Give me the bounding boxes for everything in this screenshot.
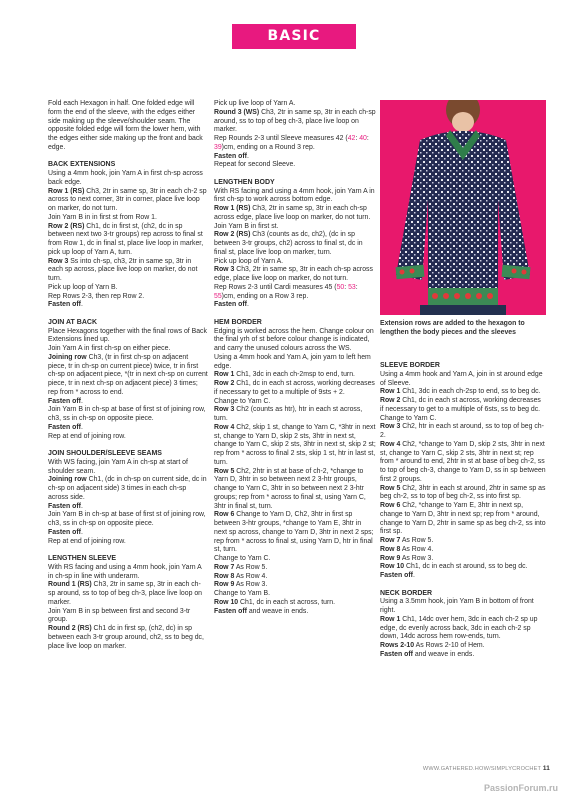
instruction-line [380, 616, 546, 642]
row-text: Ch1, 3dc in each ch-2msp to end, turn. [234, 371, 355, 379]
page-footer [390, 765, 550, 772]
section-heading: JOIN SHOULDER/SLEEVE SEAMS [48, 450, 162, 457]
row-label: Joining row [48, 476, 87, 484]
size-value: 53 [348, 283, 356, 291]
instruction-line: Join Yarn B in ch-sp at base of first st of joining row, ch3, ss in ch-sp on opposite piece. [48, 406, 206, 422]
instruction-line [214, 380, 376, 398]
instruction-line: Rep Rows 2-3, then rep Row 2. [48, 292, 145, 300]
instruction-line: Rep at end of joining row. [48, 537, 126, 545]
row-text: Ch1 dc in first sp, (ch2, dc) in sp between each 3-tr group around, ch2, ss to beg dc, place live loop on marker. [48, 625, 204, 650]
section [380, 362, 546, 581]
instruction-line [48, 258, 208, 284]
row-label: Fasten off [48, 528, 81, 536]
row-label: Row 8 [214, 572, 235, 580]
section [48, 161, 208, 310]
instruction-line [214, 599, 376, 608]
instruction-line: Change to Yarn C. [214, 555, 271, 562]
section-heading: LENGTHEN SLEEVE [48, 555, 117, 562]
row-label: Row 1 (RS) [214, 205, 251, 212]
row-text: . [412, 572, 415, 579]
instruction-line: Using a 3.5mm hook, join Yarn B in bottom of front right. [380, 598, 534, 614]
section-heading: BACK EXTENSIONS [48, 161, 116, 169]
row-label: Row 8 [380, 545, 401, 553]
row-label: Round 2 (RS) [48, 625, 92, 632]
footer-url: WWW.GATHERED.HOW/SIMPLYCROCHET [422, 766, 542, 772]
row-label: Row 2 (RS) [214, 231, 251, 239]
instruction-line [48, 354, 208, 398]
instruction-line: Pick up live loop of Yarn A. [214, 100, 296, 107]
section [214, 179, 376, 310]
row-text: . [246, 301, 249, 309]
row-label: Row 2 [214, 380, 235, 387]
instruction-line: Join Yarn B in ch-sp at base of first st of joining row, ch3, ss in ch-sp on opposite piece. [48, 511, 206, 527]
row-text: Ch3, 2tr in same sp, 3tr in each ch-sp across edge, place live loop on marker, do not turn. [214, 266, 373, 282]
section-heading: SLEEVE BORDER [380, 362, 440, 369]
row-label: Row 3 [214, 406, 235, 414]
row-label: Rows 2-10 [380, 642, 415, 649]
row-label: Fasten off [48, 423, 81, 431]
instruction-line [380, 388, 546, 397]
row-label: Row 3 [214, 266, 235, 274]
instruction-line [214, 511, 376, 555]
row-label: Row 5 [214, 467, 235, 475]
size-sep: : [355, 283, 358, 291]
instruction-line: Change to Yarn B. [214, 590, 271, 597]
instruction-line: Using a 4mm hook and Yarn A, join in st around edge of Sleeve. [380, 370, 543, 387]
row-text: Ch2 (counts as htr), htr in each st across, turn. [214, 406, 363, 422]
row-text: Ch1, dc in each st across, working decreases if necessary to get to a multiple of 6sts, ss to beg dc. [380, 397, 541, 413]
row-text: Rep Rows 2-3 until Cardi measures 45 ( [214, 283, 337, 291]
row-text: Ch1, dc in each st across, turn. [238, 598, 336, 606]
row-label: Row 1 [380, 615, 401, 623]
instruction-line [380, 555, 546, 564]
instruction-line [214, 608, 376, 617]
row-label: Row 4 [214, 423, 235, 431]
instruction-line [380, 485, 546, 503]
instruction-line [380, 423, 546, 441]
row-text: Ch2, *change to Yarn D, skip 2 sts, 3htr in next st, change to Yarn C, skip 2 sts, 3htr in next st; rep from * around to end, 2htr in st at base of beg ch-2, ss to top of beg ch-3, change to Yarn D, ss in sp between first 2 groups. [380, 440, 546, 483]
row-text: Ch1, dc in first st, (ch2, dc in sp between next two 3-tr groups) rep across to final st from Row 1, dc in final st, place live loop in marker, pick up loop of Yarn A, turn. [48, 222, 204, 256]
instruction-line [380, 502, 546, 537]
instruction-line [48, 625, 208, 651]
instruction-line [214, 266, 376, 284]
row-text: Ch1, 14dc over hem, 3dc in each ch-2 sp up edge, dc evenly across back, 3dc in each ch-2 sp down, 14dc across hem row-ends, turn. [380, 615, 538, 641]
instruction-line [214, 135, 376, 153]
row-label: Row 2 [380, 397, 401, 404]
row-text: Ch3, 2tr in same sp, 3tr in each ch-sp across edge, place live loop on marker, do not turn. [214, 205, 371, 221]
row-text: Ch1, 3dc in each ch-2sp to end, ss to beg dc. [400, 388, 541, 396]
row-text: Ch2, 3htr in each st around, 2htr in same sp as beg ch-2, ss to top of beg ch-2, ss into first sp. [380, 484, 546, 501]
column-left [48, 100, 208, 651]
section [214, 319, 376, 617]
row-text: )cm, ending on a Round 3 rep. [221, 143, 315, 151]
instruction-line: Edging is worked across the hem. Change colour on the final yrh of st before colour change is indicated, and carry the unused colours across the WS. [214, 327, 374, 352]
row-text: and weave in ends. [246, 607, 309, 615]
row-text: and weave in ends. [412, 650, 475, 658]
row-label: Row 9 [214, 581, 235, 589]
row-label: Row 10 [214, 598, 239, 606]
instruction-line [214, 406, 376, 424]
instruction-line: Pick up loop of Yarn B. [48, 283, 118, 291]
row-text: As Row 4. [400, 545, 434, 553]
row-label: Row 7 [380, 537, 401, 544]
row-text: Ss into ch-sp, ch3, 2tr in same sp, 3tr in each sp across, place live loop on marker, do not turn. [48, 257, 198, 282]
photo-caption: Extension rows are added to the hexagon to lengthen the body pieces and the sleeves [380, 320, 525, 336]
instruction-line [48, 223, 208, 258]
instruction-line [214, 424, 376, 468]
instruction-line: Change to Yarn C. [214, 397, 271, 405]
intro-paragraph: Fold each Hexagon in half. One folded edge will form the end of the sleeve, with the edges either side making up the sleeve/shoulder seam. The opposite folded edge will form the lower hem, with the edges either side making up the front and back edge. [48, 100, 203, 151]
instruction-line [214, 564, 376, 573]
row-label: Fasten off [380, 650, 413, 658]
row-label: Fasten off [214, 152, 247, 160]
instruction-line: Pick up loop of Yarn A. [214, 257, 284, 265]
instruction-line [48, 529, 208, 538]
instruction-line [214, 468, 376, 512]
row-text: As Row 5. [400, 537, 434, 544]
row-label: Row 3 [380, 423, 401, 431]
row-text: As Row 5. [234, 563, 268, 571]
row-text: Ch3, 2tr in same sp, 3tr in each ch-sp around, ss to top of beg ch-3, place live loop on marker. [48, 581, 202, 606]
instruction-line [380, 651, 546, 660]
row-text: As Row 4. [234, 572, 268, 580]
row-text: . [80, 502, 83, 510]
row-label: Fasten off [48, 502, 81, 510]
size-value: 50 [336, 283, 345, 291]
size-value: 42 [347, 135, 356, 142]
instruction-line: With RS facing and using a 4mm hook, join Yarn A in ch-sp in line with underarm. [48, 563, 202, 580]
instruction-line [380, 642, 546, 651]
instruction-line [48, 188, 208, 214]
row-label: Joining row [48, 353, 87, 361]
row-label: Round 1 (RS) [48, 581, 92, 589]
instruction-line [214, 231, 376, 257]
section-heading: JOIN AT BACK [48, 318, 97, 326]
row-text: As Row 3. [234, 581, 268, 589]
instruction-line: Using a 4mm hook, join Yarn A in first ch-sp across back edge. [48, 170, 203, 186]
row-text: Ch2, 2htr in st at base of ch-2, *change to Yarn D, 3htr in so between next 2 3-htr groups, change to Yarn C, 3htr in so between next 2 3-htr groups; rep from * across to final st, using Yarn C, 3htr in final st, turn. [214, 467, 366, 510]
row-text: Rep Rounds 2-3 until Sleeve measures 42 ( [214, 135, 348, 142]
instruction-line: Join Yarn B in first st. [214, 222, 279, 230]
row-text: Ch1, (dc in ch-sp on current side, dc in ch-sp on adjacent side) 3 times in each ch-sp across side. [48, 476, 207, 501]
row-text: Ch2, *change to Yarn E, 3htr in next sp, change to Yarn D, 3htr in next sp; rep from * around, change to Yarn D, 2htr in same sp as beg ch-2, ss into first sp. [380, 502, 546, 536]
section [48, 319, 208, 442]
instruction-line: With RS facing and using a 4mm hook, join Yarn A in first ch-sp to work across bottom edge. [214, 187, 375, 204]
watermark: PassionForum.ru [483, 783, 558, 793]
row-text: As Row 3. [400, 554, 434, 562]
section [48, 555, 208, 651]
row-text: . [246, 152, 249, 160]
row-label: Fasten off [48, 397, 81, 405]
row-text: Ch3, 2tr in same sp, 3tr in each ch-2 sp across to next corner, 3tr in corner, place live loop on marker, do not turn. [48, 187, 207, 212]
instruction-line [214, 371, 376, 380]
size-value: 39 [214, 143, 222, 151]
instruction-line [214, 205, 376, 223]
instruction-line: Join Yarn B in sp between first and second 3-tr group. [48, 607, 191, 624]
instruction-line [214, 581, 376, 590]
instruction-line [380, 397, 546, 415]
cardigan-illustration [380, 100, 546, 315]
row-text: )cm, ending on a Row 3 rep. [221, 292, 309, 300]
section-heading: HEM BORDER [214, 318, 262, 326]
size-sep: : [366, 135, 369, 142]
size-value: 55 [214, 292, 222, 300]
row-label: Row 1 [380, 388, 401, 396]
row-label: Row 5 [380, 484, 401, 492]
instruction-line: Place Hexagons together with the final rows of Back Extensions lined up. [48, 327, 207, 344]
row-label: Row 6 [380, 502, 401, 509]
instruction-line [48, 503, 208, 512]
row-text: . [80, 397, 83, 405]
size-sep: : [344, 283, 349, 291]
instruction-line: Repeat for second Sleeve. [214, 161, 296, 169]
section [380, 590, 546, 660]
size-value: 40 [359, 135, 367, 142]
row-text: Ch1, dc in each st around, ss to beg dc. [404, 563, 528, 571]
row-label: Row 6 [214, 511, 235, 519]
instruction-line [48, 398, 208, 407]
row-text: . [80, 301, 83, 309]
row-text: . [80, 423, 83, 431]
instruction-line [380, 572, 546, 581]
row-label: Row 2 (RS) [48, 222, 85, 230]
section [48, 450, 208, 546]
row-text: Ch3, 2tr in same sp, 3tr in each ch-sp around, ss to top of beg ch-3, place live loop on marker. [214, 108, 376, 134]
instruction-line: With WS facing, join Yarn A in ch-sp at start of shoulder seam. [48, 458, 188, 475]
instruction-line: Join Yarn B in in first st from Row 1. [48, 213, 157, 221]
section [214, 100, 376, 170]
row-text: . [80, 528, 83, 536]
row-label: Row 7 [214, 563, 235, 571]
row-text: Ch3 (counts as dc, ch2), (dc in sp between 3-tr groups, ch2) across to final st, dc in final st, place live loop on marker, turn. [214, 231, 363, 256]
row-text: Ch1, dc in each st across, working decreases if necessary to get to a multiple of 9sts + 2. [214, 380, 375, 396]
instruction-line [48, 301, 208, 310]
size-sep: : [355, 135, 360, 142]
row-label: Fasten off [48, 301, 81, 309]
instruction-line: Change to Yarn C. [380, 414, 437, 422]
instruction-line: Using a 4mm hook and Yarn A, join yarn to left hem edge. [214, 353, 371, 370]
instruction-line [214, 301, 376, 310]
instruction-line [380, 546, 546, 555]
row-text: Change to Yarn D, Ch2, 3htr in first sp between 3-htr groups, *change to Yarn E, 3htr in next sp across, change to Yarn D, 3htr in next 2 sps; rep from * across to final st, using Yarn D, htr in final st, turn. [214, 511, 374, 554]
row-label: Row 9 [380, 554, 401, 562]
instruction-line [214, 109, 376, 135]
row-label: Fasten off [380, 572, 413, 579]
instruction-line: Rep at end of joining row. [48, 432, 126, 440]
instruction-line [380, 441, 546, 485]
row-label: Row 1 (RS) [48, 187, 85, 195]
row-label: Row 10 [380, 563, 405, 571]
instruction-line [214, 153, 376, 162]
row-label: Row 4 [380, 440, 401, 448]
row-label: Fasten off [214, 301, 247, 309]
row-label: Fasten off [214, 607, 247, 615]
section-heading: LENGTHEN BODY [214, 178, 275, 186]
page-number: 11 [542, 765, 550, 772]
column-middle [214, 100, 376, 616]
column-right [380, 362, 546, 660]
row-text: Ch3, (tr in first ch-sp on adjacent piece, tr in ch-sp on current piece) twice, tr in first ch-sp on adjacent piece, *(tr in next ch-sp on current piece, tr in next ch-sp on adjacent piece) 3 times; rep from * across to end. [48, 353, 208, 396]
instruction-line [214, 284, 376, 302]
instruction-line: Join Yarn A in first ch-sp on either piece. [48, 345, 171, 352]
cardigan-photo [380, 100, 546, 315]
row-label: Row 1 [214, 371, 235, 379]
row-text: As Rows 2-10 of Hem. [414, 642, 485, 649]
row-text: Ch2, skip 1 st, change to Yarn C, *3htr in next st, change to Yarn D, skip 2 sts, 3htr in next st, change to Yarn C, skip 2 sts, 3htr in next st, skip 2 st; rep from * across to final 2 sts, skip 1 st, htr in last st, turn. [214, 423, 376, 466]
row-label: Row 3 [48, 257, 69, 265]
instruction-line [380, 563, 546, 572]
row-text: Ch2, htr in each st around, ss to top of beg ch-2. [380, 423, 544, 439]
instruction-line [380, 537, 546, 546]
instruction-line [48, 581, 208, 607]
section-title-banner: BASIC HEXAGON [232, 24, 356, 49]
instruction-line [214, 573, 376, 582]
instruction-line [48, 476, 208, 502]
row-label: Round 3 (WS) [214, 108, 260, 116]
instruction-line [48, 424, 208, 433]
section-heading: NECK BORDER [380, 589, 433, 597]
